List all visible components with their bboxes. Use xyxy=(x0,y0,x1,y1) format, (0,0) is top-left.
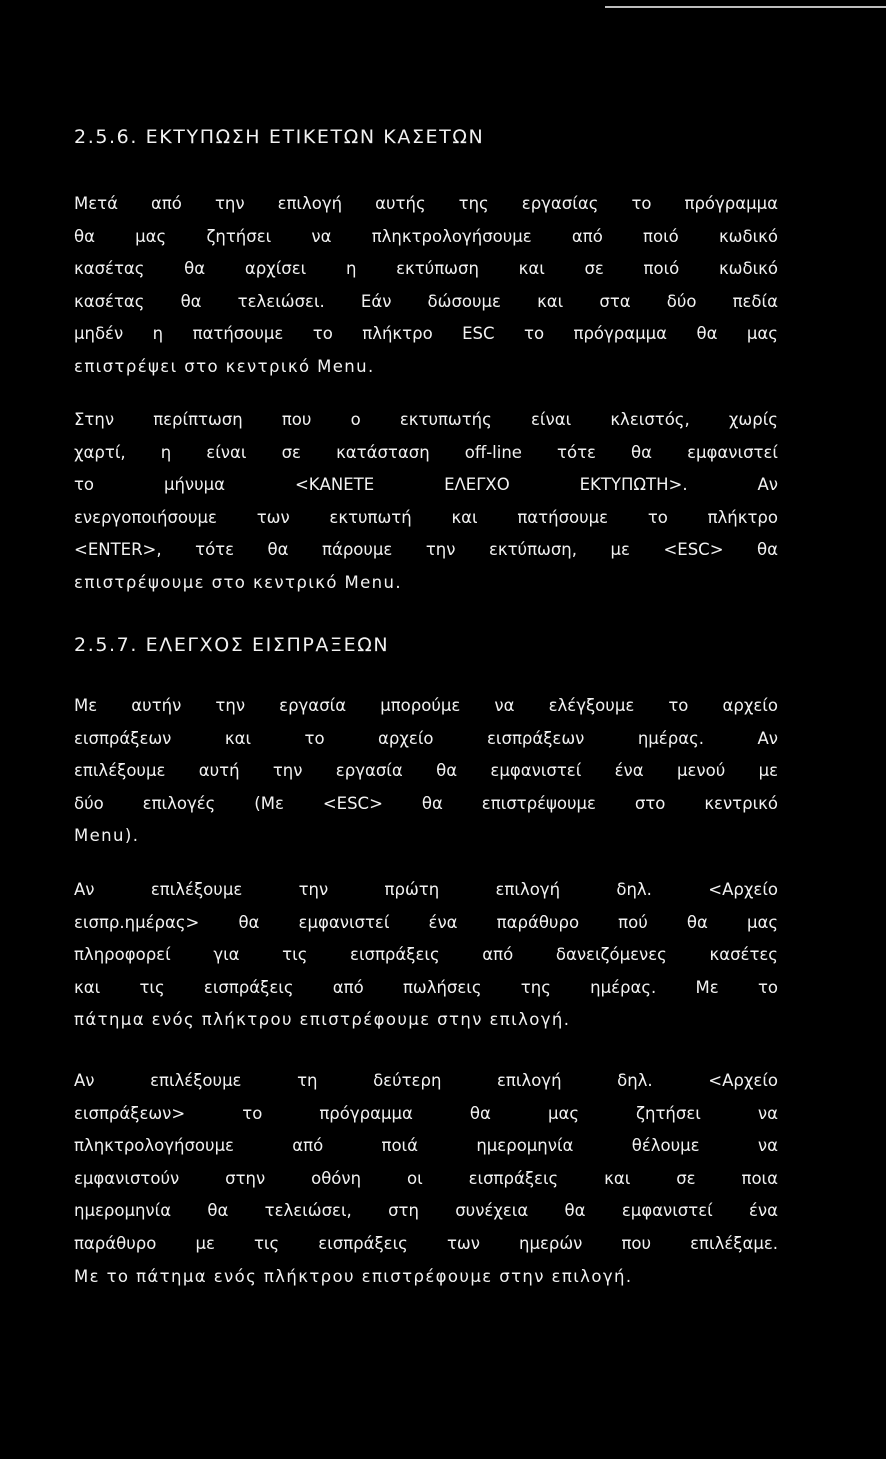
paragraph xyxy=(74,690,778,853)
text-line: Αν επιλέξουμε τη δεύτερη επιλογή δηλ. <Αρχείο xyxy=(74,1071,778,1090)
text-line: κασέτας θα τελειώσει. Εάν δώσουμε και στα δύο πεδία xyxy=(74,291,778,311)
text-line: το μήνυμα <ΚΑΝΕΤΕ ΕΛΕΓΧΟ ΕΚΤΥΠΩΤΗ>. Αν xyxy=(74,475,778,495)
paragraph xyxy=(74,404,778,600)
text-line: πληκτρολογήσουμε από ποιά ημερομηνία θέλουμε να xyxy=(74,1136,778,1156)
text-line: δύο επιλογές (Με <ESC> θα επιστρέψουμε στο κεντρικό xyxy=(74,793,778,813)
text-line: ενεργοποιήσουμε των εκτυπωτή και πατήσουμε το πλήκτρο xyxy=(74,507,778,527)
section-heading-2-5-7: 2.5.7. ΕΛΕΓΧΟΣ ΕΙΣΠΡΑΞΕΩΝ xyxy=(74,634,390,656)
paragraph xyxy=(74,874,778,1037)
text-line: εισπράξεων και το αρχείο εισπράξεων ημέρας. Αν xyxy=(74,728,778,748)
text-line: κασέτας θα αρχίσει η εκτύπωση και σε ποιό κωδικό xyxy=(74,259,778,279)
text-line: μηδέν η πατήσουμε το πλήκτρο ESC το πρόγραμμα θα μας xyxy=(74,324,778,344)
text-line: Στην περίπτωση που ο εκτυπωτής είναι κλειστός, χωρίς xyxy=(74,410,778,429)
text-line: Menu). xyxy=(74,826,140,846)
text-line: επιλέξουμε αυτή την εργασία θα εμφανιστεί ένα μενού με xyxy=(74,761,778,781)
text-line: εισπράξεων> το πρόγραμμα θα μας ζητήσει να xyxy=(74,1103,778,1123)
text-line: Αν επιλέξουμε την πρώτη επιλογή δηλ. <Αρχείο xyxy=(74,880,778,899)
text-line: Με αυτήν την εργασία μπορούμε να ελέγξουμε το αρχείο xyxy=(74,696,778,715)
text-line: πληροφορεί για τις εισπράξεις από δανειζόμενες κασέτες xyxy=(74,945,778,965)
text-line: επιστρέψουμε στο κεντρικό Menu. xyxy=(74,572,403,592)
text-line: Με το πάτημα ενός πλήκτρου επιστρέφουμε στην επιλογή. xyxy=(74,1266,633,1286)
paragraph xyxy=(74,188,778,384)
text-line: επιστρέψει στο κεντρικό Menu. xyxy=(74,356,375,376)
text-line: Μετά από την επιλογή αυτής της εργασίας το πρόγραμμα xyxy=(74,194,778,213)
text-line: παράθυρο με τις εισπράξεις των ημερών που επιλέξαμε. xyxy=(74,1233,778,1253)
text-line: ημερομηνία θα τελειώσει, στη συνέχεια θα εμφανιστεί ένα xyxy=(74,1201,778,1221)
paragraph xyxy=(74,1065,778,1293)
text-line: <ENTER>, τότε θα πάρουμε την εκτύπωση, με <ESC> θα xyxy=(74,540,778,560)
text-line: χαρτί, η είναι σε κατάσταση off-line τότε θα εμφανιστεί xyxy=(74,442,778,462)
text-line: και τις εισπράξεις από πωλήσεις της ημέρας. Με το xyxy=(74,977,778,997)
text-line: πάτημα ενός πλήκτρου επιστρέφουμε στην επιλογή. xyxy=(74,1010,571,1030)
text-line: εμφανιστούν στην οθόνη οι εισπράξεις και σε ποια xyxy=(74,1168,778,1188)
text-line: εισπρ.ημέρας> θα εμφανιστεί ένα παράθυρο πού θα μας xyxy=(74,912,778,932)
section-heading-2-5-6: 2.5.6. ΕΚΤΥΠΩΣΗ ΕΤΙΚΕΤΩΝ ΚΑΣΕΤΩΝ xyxy=(74,126,485,148)
text-line: θα μας ζητήσει να πληκτρολογήσουμε από ποιό κωδικό xyxy=(74,226,778,246)
